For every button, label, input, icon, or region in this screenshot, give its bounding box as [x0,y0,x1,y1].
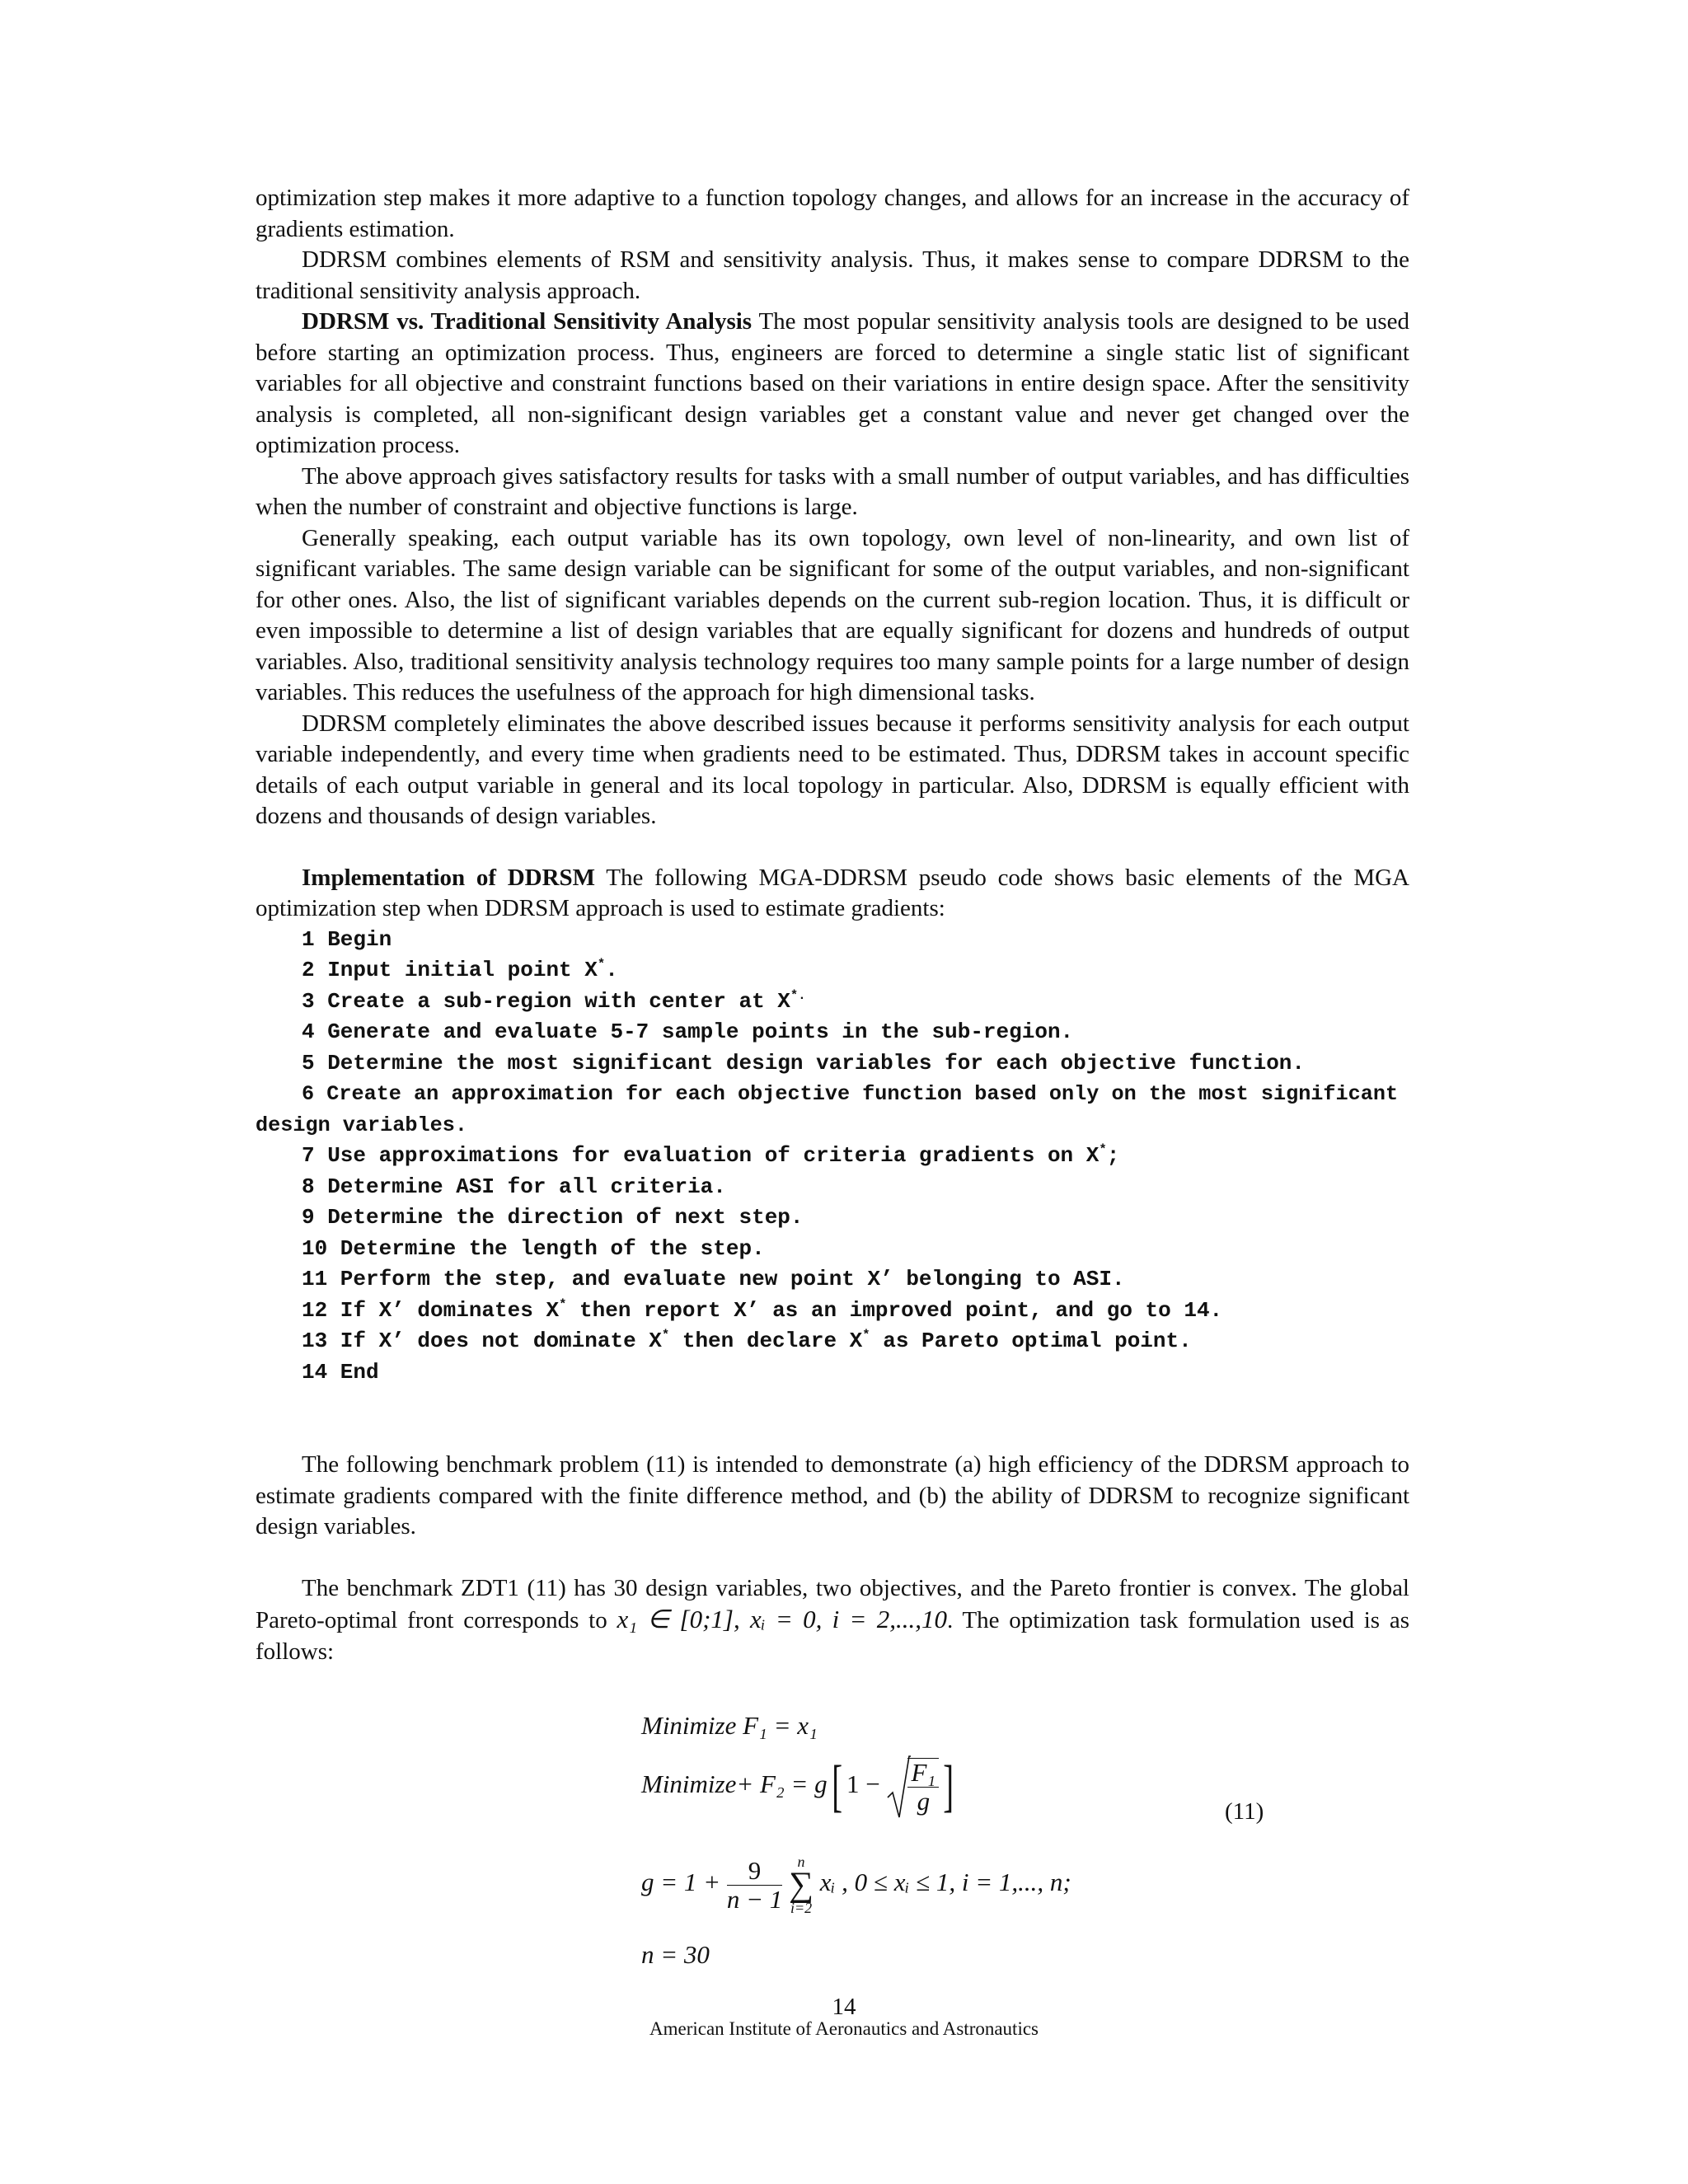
code-line-13-text: 13 If X’ does not dominate X [302,1329,662,1353]
paragraph-3 [256,307,1409,462]
code-line-2-text: 2 Input initial point X [302,958,598,982]
equation-minimize-f2 [641,1755,959,1818]
page-number: 14 [832,1994,856,2020]
paragraph-3-text: The most popular sensitivity analysis tools are designed to be used before starting an optimization process. Thus, engineers are forced to determine a single static list of significant variables for all objective and constraint functions based on their variations in entire design space. After the sensitivity analysis is completed, all non-significant design variables get a constant value and never get changed over the optimization process. [256,308,1409,458]
star-superscript: * [559,1296,567,1312]
code-line-6 [256,1079,1409,1141]
fraction-denominator: g [917,1787,931,1816]
code-line-12-text: 12 If X’ dominates X [302,1297,560,1323]
equation-minimize-f1: Minimize F₁ = x₁ [641,1711,818,1740]
paragraph-6: DDRSM completely eliminates the above described issues because it performs sensitivity analysis for each output variable independently, and every time when gradients need to be estimated. Thus, DDRSM takes in account specific details of each output variable in general and its local topology in particular. Also, DDRSM is equally efficient with dozens and thousands of design variables. [256,710,1409,829]
code-line-13-end: as Pareto optimal point. [870,1329,1192,1353]
code-line-4: 4 Generate and evaluate 5-7 sample points in the sub-region. [302,1019,1074,1044]
code-line-6-text: 6 Create an approximation for each objective function based only on the most significant design variables. [256,1082,1399,1137]
summation-sign [789,1855,814,1915]
equation-g-definition [641,1855,1071,1915]
code-line-3-text: 3 Create a sub-region with center at X [302,988,790,1014]
paragraph-9-end: . The optimization task formulation used is as follows: [256,1607,1409,1665]
fraction-denominator: n − 1 [726,1884,783,1914]
code-line-8: 8 Determine ASI for all criteria. [302,1174,726,1199]
star-superscript: * [661,1327,670,1343]
fraction-numerator: F₁ [907,1759,939,1788]
fraction-9-over-n-minus-1 [727,1857,782,1914]
code-line-9: 9 Determine the direction of next step. [302,1205,804,1230]
page-body [256,183,1409,1982]
equation-n-value: n = 30 [641,1940,710,1969]
spacer [256,1388,1409,1450]
code-line-7 [256,1141,1409,1172]
equation-block-11 [256,1710,1409,1982]
code-line-5: 5 Determine the most significant design variables for each objective function. [302,1050,1305,1076]
paragraph-7-text: The following MGA-DDRSM pseudo code shows basic elements of the MGA optimization step when DDRSM approach is used to estimate gradients: [256,864,1409,921]
fraction-numerator: 9 [727,1857,782,1886]
paragraph-2: DDRSM combines elements of RSM and sensitivity analysis. Thus, it makes sense to compare DDRSM to the traditional sensitivity analysis approach. [256,246,1409,304]
inline-equation-pareto-front: x₁ ∈ [0;1], xᵢ = 0, i = 2,...,10 [617,1605,947,1633]
code-line-12-end: then report X’ as an improved point, and go to 14. [566,1297,1223,1323]
code-line-2-end: . [605,958,618,982]
star-superscript: * [597,956,606,972]
code-line-14: 14 End [302,1359,379,1385]
spacer [256,1543,1409,1573]
star-superscript: * [790,987,799,1003]
code-line-10: 10 Determine the length of the step. [302,1235,765,1261]
equation-f2-one-minus: 1 − [846,1769,880,1799]
code-line-12 [256,1296,1409,1327]
code-line-13 [256,1326,1409,1357]
sum-upper-limit: n [797,1854,805,1870]
equation-f2-lhs: Minimize+ F₂ = g [641,1769,828,1799]
equation-g-lhs: g = 1 + [641,1868,721,1897]
pseudo-code-block [256,925,1409,1389]
radical-sign-icon [886,1755,911,1821]
code-line-2 [256,955,1409,987]
left-bracket: [ [831,1755,842,1818]
paragraph-4: The above approach gives satisfactory results for tasks with a small number of output variables, and has difficulties when the number of constraint and objective functions is large. [256,462,1409,520]
paragraph-9-text: The benchmark ZDT1 (11) has 30 design variables, two objectives, and the Pareto frontier is convex. The global Pareto-optimal front corresponds to [256,1574,1409,1633]
paragraph-9 [256,1573,1409,1668]
square-root [886,1758,939,1816]
spacer [256,832,1409,863]
code-line-11: 11 Perform the step, and evaluate new point X’ belonging to ASI. [302,1267,1125,1291]
paragraph-1: optimization step makes it more adaptive to a function topology changes, and allows for an increase in the accuracy of gradients estimation. [256,185,1409,242]
footer-organization: American Institute of Aeronautics and Astronautics [649,2018,1039,2039]
star-superscript: * [1099,1141,1107,1157]
section-heading-ddrsm-vs-traditional: DDRSM vs. Traditional Sensitivity Analysis [302,308,753,335]
code-line-7-end: ; [1106,1143,1120,1168]
code-line-3 [256,987,1409,1018]
right-bracket: ] [943,1755,954,1818]
equation-g-rhs: xᵢ , 0 ≤ xᵢ ≤ 1, i = 1,..., n; [819,1868,1071,1897]
code-line-7-text: 7 Use approximations for evaluation of criteria gradients on X [302,1143,1100,1168]
code-line-3-end: . [798,987,806,1003]
fraction-f1-over-g [907,1758,939,1816]
equation-number: (11) [1225,1798,1264,1825]
code-line-1: 1 Begin [302,926,392,952]
code-line-13-mid: then declare X [669,1329,863,1353]
star-superscript: * [862,1327,870,1343]
sum-lower-limit: i=2 [790,1900,813,1916]
sigma-icon: ∑ [789,1866,814,1904]
paragraph-5: Generally speaking, each output variable has its own topology, own level of non-linearity, and own list of significant variables. The same design variable can be significant for some of the output variables, and non-significant for other ones. Also, the list of significant variables depends on the current sub-region location. Thus, it is difficult or even impossible to determine a list of design variables that are equally significant for dozens and hundreds of output variables. Also, traditional sensitivity analysis technology requires too many sample points for a large number of design variables. This reduces the usefulness of the approach for high dimensional tasks. [256,524,1409,705]
paragraph-7 [256,863,1409,925]
section-heading-implementation: Implementation of DDRSM [302,864,596,891]
paragraph-8: The following benchmark problem (11) is intended to demonstrate (a) high efficiency of the DDRSM approach to estimate gradients compared with the finite difference method, and (b) the ability of DDRSM to recognize significant design variables. [256,1451,1409,1540]
